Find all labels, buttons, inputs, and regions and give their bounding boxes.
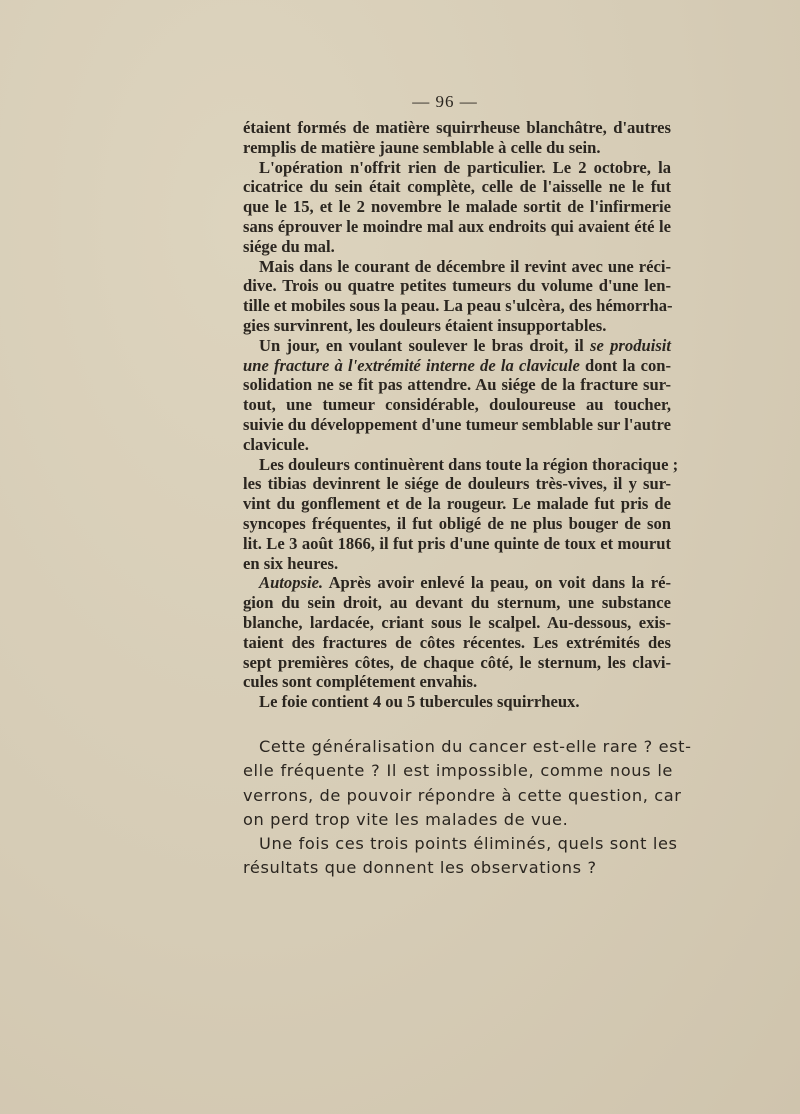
text-line: sept premières côtes, de chaque côté, le sternum, les clavi- [243,652,671,672]
text-line: tille et mobiles sous la peau. La peau s'ulcèra, des hémorrha- [243,296,673,316]
text-line: solidation ne se fit pas attendre. Au siége de la fracture sur- [243,375,671,395]
text-line: L'opération n'offrit rien de particulier. Le 2 octobre, la [259,157,671,177]
text-line: syncopes fréquentes, il fut obligé de ne plus bouger de son [243,513,671,533]
page-number: — 96 — [412,92,478,111]
italic-phrase: se produisit [590,335,672,355]
text-line: elle fréquente ? Il est impossible, comme nous le [243,761,673,781]
text-line: gion du sein droit, au devant du sternum, une substance [243,593,671,613]
text-line: Les douleurs continuèrent dans toute la région thoracique ; [259,454,679,474]
observation-text [243,118,679,712]
text-line: résultats que donnent les observations ? [243,858,597,878]
text-line: dive. Trois ou quatre petites tumeurs du volume d'une len- [243,276,671,296]
text-line: que le 15, et le 2 novembre le malade sortit de l'infirmerie [243,197,671,217]
text-line: cules sont complétement envahis. [243,672,478,692]
text-line [243,336,671,356]
text-line: Cette généralisation du cancer est-elle rare ? est- [259,737,692,756]
text-line: verrons, de pouvoir répondre à cette question, car [243,785,682,805]
text-line: gies survinrent, les douleurs étaient insupportables. [243,315,607,335]
text-line: on perd trop vite les malades de vue. [243,809,569,829]
text-line: remplis de matière jaune semblable à celle du sein. [243,137,601,157]
text-line: tout, une tumeur considérable, douloureuse au toucher, [243,395,671,415]
text-line: en six heures. [243,553,339,573]
text-line: vint du gonflement et de la rougeur. Le malade fut pris de [243,494,671,514]
text-segment: Après avoir enlevé la peau, on voit dans la ré- [328,573,671,593]
text-line: siége du mal. [243,236,335,256]
autopsie-heading: Autopsie. [259,573,324,593]
text-line: taient des fractures de côtes récentes. Les extrémités des [243,632,671,652]
text-line: sans éprouver le moindre mal aux endroits qui avaient été le [243,216,671,236]
commentary-text [243,735,692,881]
text-segment: dont la con- [585,355,671,375]
text-line: cicatrice du sein était complète, celle de l'aisselle ne le fut [243,177,671,197]
italic-phrase: une fracture à l'extrémité interne de la clavicule [243,355,580,375]
text-line: les tibias devinrent le siége de douleurs très-vives, il y sur- [243,474,671,494]
text-line: Une fois ces trois points éliminés, quels sont les [259,834,678,854]
text-segment: Un jour, en voulant soulever le bras droit, il [259,335,584,355]
text-line [243,356,671,376]
text-line [243,573,671,593]
text-line: lit. Le 3 août 1866, il fut pris d'une quinte de toux et mourut [243,533,671,553]
text-line: suivie du développement d'une tumeur semblable sur l'autre [243,414,671,434]
text-line: Mais dans le courant de décembre il revint avec une réci- [259,256,671,276]
text-line: étaient formés de matière squirrheuse blanchâtre, d'autres [243,118,671,137]
text-line: Le foie contient 4 ou 5 tubercules squirrheux. [259,692,580,712]
text-line: clavicule. [243,434,309,454]
text-line: blanche, lardacée, criant sous le scalpel. Au-dessous, exis- [243,612,671,632]
